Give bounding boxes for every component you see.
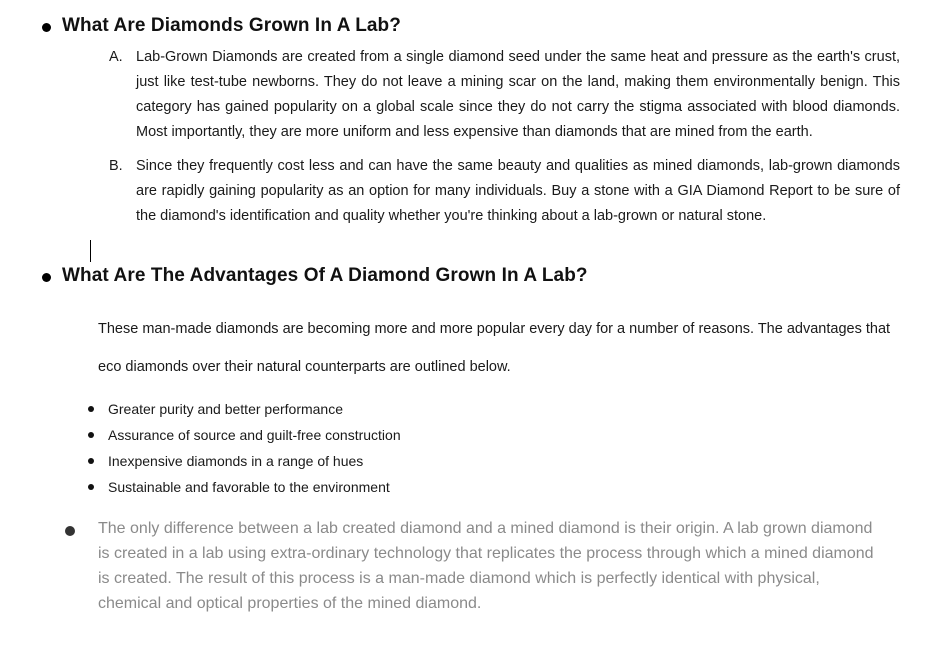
text-cursor-line[interactable]	[90, 238, 924, 264]
bullet-icon	[42, 273, 51, 282]
list-item	[24, 45, 924, 145]
list-item	[24, 422, 924, 448]
section-heading-2	[24, 264, 924, 289]
list-item	[24, 448, 924, 474]
list-item	[24, 154, 924, 229]
list-item-text: Since they frequently cost less and can have the same beauty and qualities as mined diamonds, lab-grown diamonds are rapidly gaining popularity as an option for many individuals. Buy a stone with a GIA Diamond Report to be sure of the diamond's identification and quality whether you're thinking about a lab-grown or natural stone.	[136, 157, 900, 224]
bullet-icon	[88, 406, 94, 412]
bullet-icon	[88, 458, 94, 464]
list-item-text: Lab-Grown Diamonds are created from a single diamond seed under the same heat and pressure as the earth's crust, just like test-tube newborns. They do not leave a mining scar on the land, making them environmentally benign. This category has gained popularity on a global scale since they do not carry the stigma associated with blood diamonds. Most importantly, they are more uniform and less expensive than diamonds that are mined from the earth.	[136, 48, 900, 140]
closing-paragraph: The only difference between a lab created diamond and a mined diamond is their origin. A lab grown diamond is created in a lab using extra-ordinary technology that replicates the process through which a mined diamond is created. The result of this process is a man-made diamond which is perfectly identical with physical, chemical and optical properties of the mined diamond.	[98, 520, 874, 613]
page-title: What Are Diamonds Grown In A Lab?	[62, 15, 401, 36]
bullet-icon	[65, 526, 75, 536]
lettered-list	[24, 45, 924, 229]
intro-paragraph: These man-made diamonds are becoming more and more popular every day for a number of reasons. The advantages that eco diamonds over their natural counterparts are outlined below.	[98, 321, 891, 376]
list-item	[24, 396, 924, 422]
list-marker: A.	[109, 48, 123, 65]
list-item-text: Greater purity and better performance	[108, 401, 344, 418]
list-marker: B.	[109, 157, 123, 174]
text-caret	[90, 240, 91, 262]
list-item-text: Inexpensive diamonds in a range of hues	[108, 453, 364, 470]
bullet-icon	[88, 484, 94, 490]
advantages-list	[24, 396, 924, 500]
bullet-icon	[42, 23, 51, 32]
section-title: What Are The Advantages Of A Diamond Grown In A Lab?	[62, 264, 588, 286]
closing-paragraph-block	[24, 516, 924, 616]
list-item-text: Sustainable and favorable to the environment	[108, 479, 390, 496]
bullet-icon	[88, 432, 94, 438]
section-heading-1	[24, 14, 924, 39]
list-item-text: Assurance of source and guilt-free construction	[108, 427, 401, 444]
list-item	[24, 474, 924, 500]
